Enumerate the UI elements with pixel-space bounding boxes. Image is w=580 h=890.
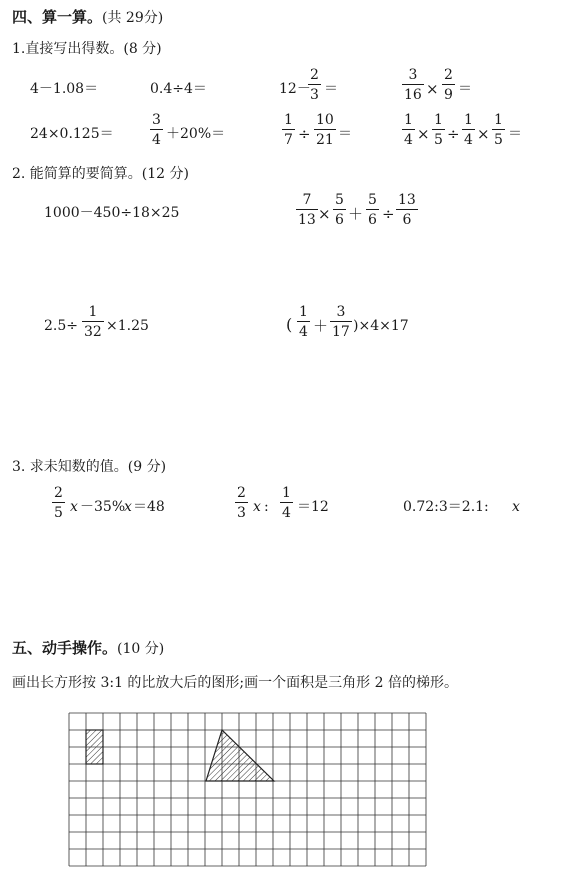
denominator: 32: [84, 324, 102, 340]
numerator: 1: [404, 112, 413, 128]
denominator: 5: [494, 132, 503, 148]
numerator: 2: [54, 485, 63, 501]
q3-eq1-x2: x: [124, 499, 132, 515]
denominator: 3: [310, 87, 319, 103]
numerator: 13: [398, 192, 416, 208]
denominator: 4: [464, 132, 473, 148]
denominator: 4: [299, 324, 308, 340]
grid-lines: [69, 713, 426, 866]
q2-title: 2. 能简算的要简算。(12 分): [12, 166, 189, 182]
denominator: 4: [282, 505, 291, 521]
numerator: 1: [299, 304, 308, 320]
denominator: 13: [298, 212, 316, 228]
denominator: 5: [54, 505, 63, 521]
q1-r1c4-op: ×: [426, 80, 439, 98]
q1-r2c2-post: ＋20%＝: [166, 126, 226, 142]
q1-r2c1: 24×0.125＝: [30, 126, 114, 142]
denominator: 6: [402, 212, 412, 228]
numerator: 1: [82, 305, 104, 322]
denominator: 17: [332, 324, 350, 340]
denominator: 4: [152, 132, 161, 148]
section-5-title: 五、动手操作。: [12, 639, 118, 657]
q2-expr-2-op1: ×: [318, 205, 331, 223]
hatched-rectangle: [86, 730, 103, 764]
numerator: 1: [434, 112, 443, 128]
q3-eq2-x: x: [253, 499, 261, 515]
numerator: 7: [296, 193, 318, 210]
q3-eq1-x1: x: [70, 499, 78, 515]
q1-r2c4-op3: ×: [477, 125, 490, 143]
denominator: 6: [368, 212, 377, 228]
denominator: 21: [316, 132, 334, 148]
numerator: 3: [330, 305, 352, 322]
numerator: 1: [494, 112, 503, 128]
q1-r1c4-post: ＝: [458, 81, 472, 97]
numerator: 1: [464, 112, 473, 128]
numerator: 1: [284, 112, 293, 128]
numerator: 5: [368, 192, 377, 208]
hatched-triangle: [206, 730, 274, 781]
q2-expr-2-op3: ÷: [382, 205, 395, 223]
q1-r1c2: 0.4÷4＝: [150, 81, 207, 97]
q1-title: 1.直接写出得数。(8 分): [12, 41, 162, 57]
denominator: 3: [237, 505, 246, 521]
numerator: 1: [282, 485, 291, 501]
q1-r2c4-op1: ×: [417, 125, 430, 143]
section-4-points: (共 29分): [102, 10, 164, 26]
q2-expr-4-open: (: [286, 315, 293, 334]
q1-r2c3-post: ＝: [338, 126, 352, 142]
section-5-instruction: 画出长方形按 3:1 的比放大后的图形;画一个面积是三角形 2 倍的梯形。: [12, 675, 458, 691]
q1-r1c1: 4－1.08＝: [30, 81, 99, 97]
denominator: 4: [404, 132, 413, 148]
denominator: 6: [335, 212, 344, 228]
q2-expr-2-op2: ＋: [348, 205, 364, 223]
numerator: 5: [335, 192, 344, 208]
q1-r2c3-op: ÷: [298, 125, 311, 143]
q3-title: 3. 求未知数的值。(9 分): [12, 459, 167, 475]
denominator: 5: [434, 132, 443, 148]
numerator: 2: [444, 67, 453, 83]
q1-r1c3-pre: 12－: [279, 81, 311, 97]
numerator: 2: [310, 67, 319, 83]
numerator: 3: [152, 112, 161, 128]
q2-expr-3-pre: 2.5÷: [44, 318, 78, 334]
q2-expr-3-post: ×1.25: [106, 318, 149, 334]
q2-expr-4-post: )×4×17: [353, 318, 409, 334]
section-4-title: 四、算一算。: [12, 8, 103, 26]
q3-eq3-x: x: [512, 499, 520, 515]
numerator: 3: [402, 68, 424, 85]
q3-eq1-post: ＝48: [133, 499, 165, 515]
q1-r2c4-post: ＝: [508, 126, 522, 142]
denominator: 7: [284, 132, 293, 148]
numerator: 2: [237, 485, 246, 501]
q2-expr-4-op: ＋: [313, 317, 329, 335]
denominator: 16: [404, 87, 422, 103]
q2-expr-1: 1000－450÷18×25: [44, 205, 180, 221]
q1-r1c3-post: ＝: [324, 81, 338, 97]
q3-eq1-mid: －35%: [80, 499, 126, 515]
q1-r2c4-op2: ÷: [447, 125, 460, 143]
q3-eq2-colon: :: [264, 499, 269, 515]
denominator: 9: [444, 87, 453, 103]
numerator: 10: [316, 112, 334, 128]
q3-eq2-post: ＝12: [297, 499, 329, 515]
q3-eq3-pre: 0.72:3＝2.1:: [403, 499, 489, 515]
section-5-points: (10 分): [117, 641, 165, 657]
